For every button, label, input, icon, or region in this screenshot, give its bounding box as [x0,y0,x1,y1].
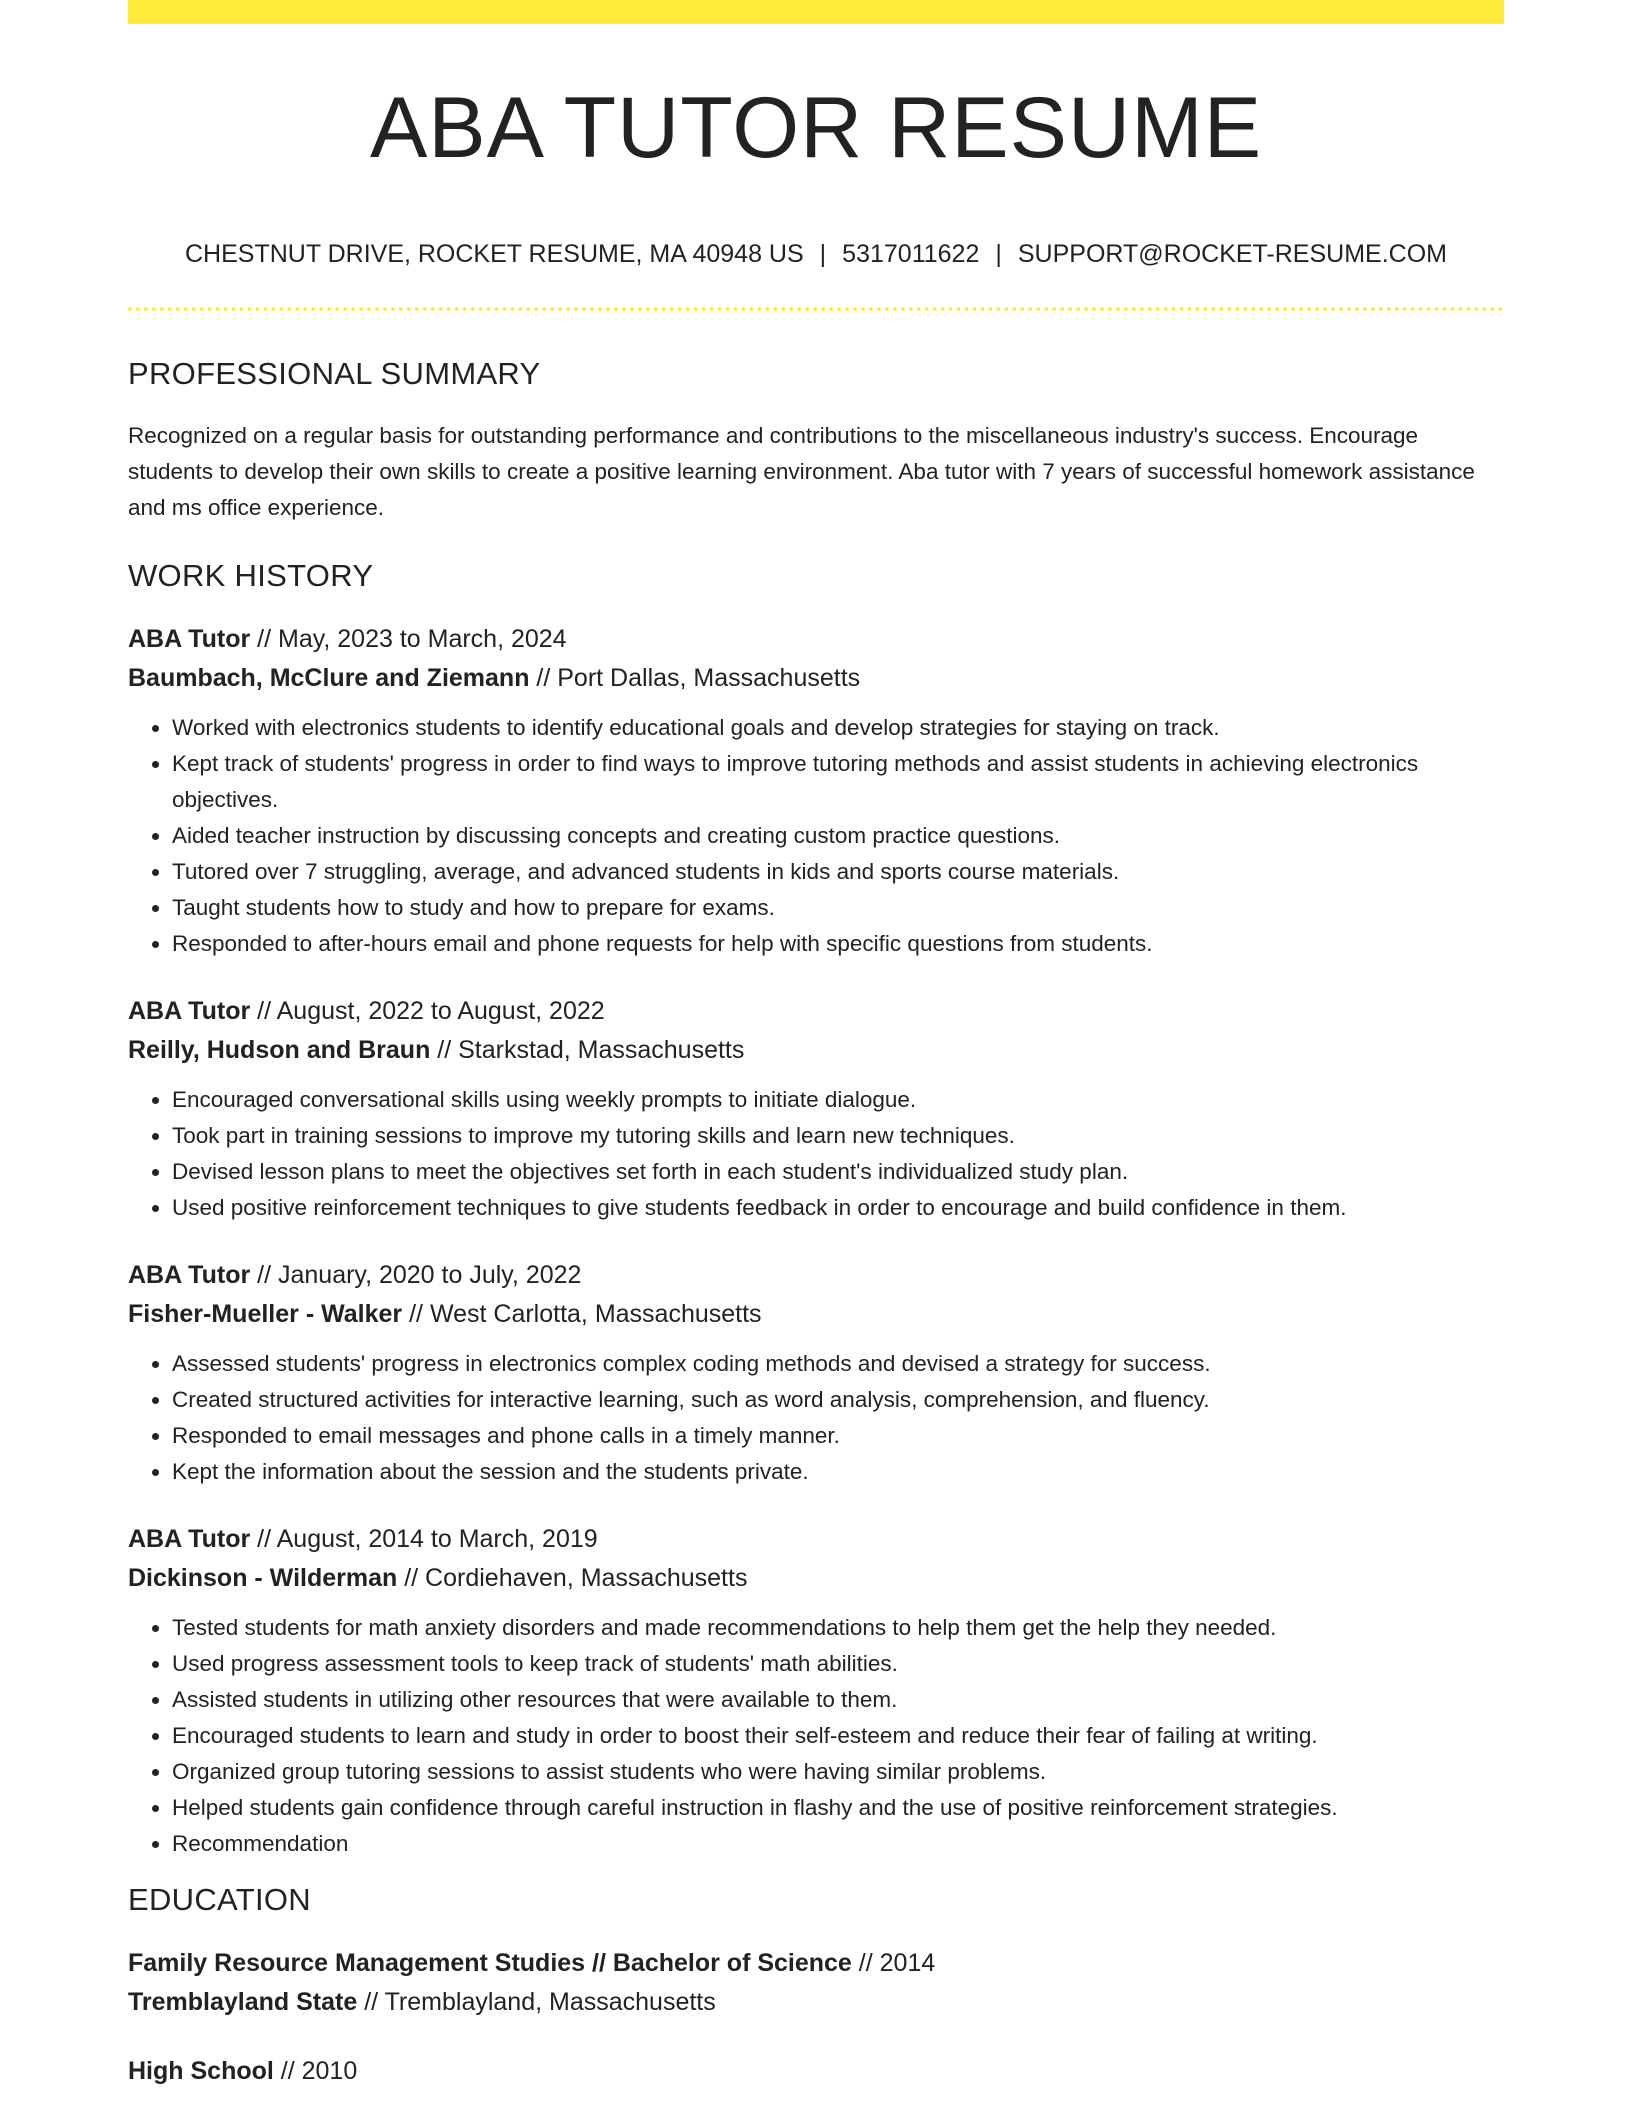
top-accent-bar [128,0,1504,24]
education-heading: EDUCATION [128,1882,311,1917]
job-company-line [128,1031,1504,1070]
list-item: • Assessed students' progress in electronics complex coding methods and devised a strategy for success. [172,1346,1504,1382]
list-item: • Kept track of students' progress in order to find ways to improve tutoring methods and assist students in achieving electronics objectives. [172,746,1504,818]
edu-location: // Tremblayland, Massachusetts [364,1988,716,2016]
edu-degree-line [128,1944,1504,1983]
job-bullets [128,710,1504,962]
job-entry [128,992,1504,1226]
dotted-divider [128,307,1504,311]
job-title: ABA Tutor [128,997,251,1025]
list-item: • Used progress assessment tools to keep track of students' math abilities. [172,1646,1504,1682]
list-item: • Responded to after-hours email and phone requests for help with specific questions from students. [172,926,1504,962]
contact-separator: | [995,240,1002,268]
job-entry [128,1256,1504,1490]
resume-title: ABA TUTOR RESUME [369,80,1263,176]
contact-phone: 5317011622 [842,240,980,268]
contact-address: CHESTNUT DRIVE, ROCKET RESUME, MA 40948 US [184,240,804,268]
contact-email: SUPPORT@ROCKET-RESUME.COM [1017,240,1447,268]
job-dates: // January, 2020 to July, 2022 [257,1261,582,1289]
education-entry [128,1944,1504,2022]
job-company: Reilly, Hudson and Braun [128,1036,431,1064]
job-bullets [128,1610,1504,1862]
edu-degree: High School [128,2057,274,2085]
list-item: • Tested students for math anxiety disorders and made recommendations to help them get the help they needed. [172,1610,1504,1646]
resume-content [128,350,1504,2121]
summary-text: Recognized on a regular basis for outstanding performance and contributions to the miscellaneous industry's success. Encourage students to develop their own skills to create a positive learning environment. Aba tutor with 7 years of successful homework assistance and ms office experience. [128,423,1475,520]
list-item: • Helped students gain confidence through careful instruction in flashy and the use of positive reinforcement strategies. [172,1790,1504,1826]
edu-year: // 2014 [858,1949,936,1977]
list-item: • Aided teacher instruction by discussing concepts and creating custom practice questions. [172,818,1504,854]
job-company-line [128,1295,1504,1334]
job-location: // West Carlotta, Massachusetts [409,1300,762,1328]
job-company-line [128,1559,1504,1598]
list-item: • Taught students how to study and how to prepare for exams. [172,890,1504,926]
list-item: • Organized group tutoring sessions to assist students who were having similar problems. [172,1754,1504,1790]
list-item: • Encouraged conversational skills using weekly prompts to initiate dialogue. [172,1082,1504,1118]
education-entry [128,2052,1504,2091]
job-company: Fisher-Mueller - Walker [128,1300,403,1328]
list-item: • Encouraged students to learn and study in order to boost their self-esteem and reduce their fear of failing at writing. [172,1718,1504,1754]
job-title: ABA Tutor [128,625,251,653]
edu-school-line [128,1983,1504,2022]
job-dates: // May, 2023 to March, 2024 [257,625,567,653]
edu-school: Tremblayland State [128,1988,358,2016]
list-item: • Responded to email messages and phone calls in a timely manner. [172,1418,1504,1454]
job-company-line [128,659,1504,698]
list-item: • Assisted students in utilizing other resources that were available to them. [172,1682,1504,1718]
job-title: ABA Tutor [128,1525,251,1553]
list-item: • Devised lesson plans to meet the objectives set forth in each student's individualized study plan. [172,1154,1504,1190]
edu-year: // 2010 [280,2057,358,2085]
job-dates: // August, 2022 to August, 2022 [257,997,605,1025]
list-item: • Recommendation [172,1826,1504,1862]
job-title: ABA Tutor [128,1261,251,1289]
list-item: • Worked with electronics students to identify educational goals and develop strategies for staying on track. [172,710,1504,746]
list-item: • Tutored over 7 struggling, average, and advanced students in kids and sports course materials. [172,854,1504,890]
job-title-line [128,1256,1504,1295]
job-entry [128,620,1504,962]
list-item: • Kept the information about the session and the students private. [172,1454,1504,1490]
job-location: // Cordiehaven, Massachusetts [404,1564,748,1592]
list-item: • Took part in training sessions to improve my tutoring skills and learn new techniques. [172,1118,1504,1154]
job-dates: // August, 2014 to March, 2019 [257,1525,598,1553]
summary-heading: PROFESSIONAL SUMMARY [128,356,541,391]
job-bullets [128,1082,1504,1226]
job-location: // Port Dallas, Massachusetts [536,664,861,692]
job-location: // Starkstad, Massachusetts [437,1036,745,1064]
edu-degree-line [128,2052,1504,2091]
job-title-line [128,1520,1504,1559]
job-entry [128,1520,1504,1862]
job-company: Dickinson - Wilderman [128,1564,398,1592]
job-company: Baumbach, McClure and Ziemann [128,664,530,692]
list-item: • Created structured activities for interactive learning, such as word analysis, comprehension, and fluency. [172,1382,1504,1418]
contact-separator: | [819,240,827,268]
list-item: • Used positive reinforcement techniques to give students feedback in order to encourage and build confidence in them. [172,1190,1504,1226]
job-bullets [128,1346,1504,1490]
job-title-line [128,620,1504,659]
work-history-heading: WORK HISTORY [128,558,374,593]
edu-degree: Family Resource Management Studies // Bachelor of Science [128,1949,852,1977]
contact-line [0,236,1632,272]
job-title-line [128,992,1504,1031]
